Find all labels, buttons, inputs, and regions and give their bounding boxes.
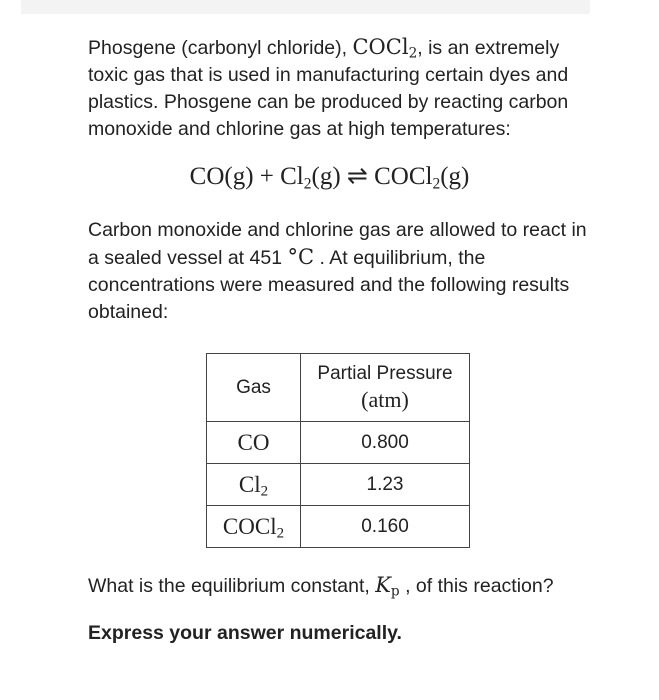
problem-content xyxy=(88,34,588,647)
phosgene-formula: COCl$_2$ xyxy=(352,35,418,62)
gas-cell: COCl$_2$ xyxy=(207,506,301,548)
gas-cell: $Cl_2$ xyxy=(207,464,301,506)
answer-instruction: Express your answer numerically. xyxy=(88,622,402,644)
table-row xyxy=(207,506,470,548)
table-row xyxy=(207,464,470,506)
kp-symbol: $K_p$ xyxy=(375,573,400,600)
pressure-unit: (atm) xyxy=(361,386,409,412)
gas-column-header: Gas xyxy=(207,354,301,422)
temperature-unit: °C xyxy=(287,245,315,269)
conditions-paragraph: Carbon monoxide and chlorine gas are allowed to react in a sealed vessel at 451 °C . At equilibrium, the concentrations were measured and the following results obtained: xyxy=(88,219,587,323)
gas-cell: CO xyxy=(207,422,301,464)
pressure-table-wrapper xyxy=(206,353,588,548)
pressure-cell: 1.23 xyxy=(301,464,470,506)
pressure-column-header: Partial Pressure (atm) xyxy=(301,354,470,422)
top-bar xyxy=(21,0,590,14)
partial-pressure-table xyxy=(206,353,470,548)
table-row xyxy=(207,422,470,464)
table-header-row xyxy=(207,354,470,422)
question-paragraph: What is the equilibrium constant, $K_p$ , of this reaction? xyxy=(88,573,554,600)
reaction-equation: $CO(g) + Cl_2(g)$ ⇌ COCl$_2$(g) xyxy=(189,163,470,193)
intro-paragraph: Phosgene (carbonyl chloride), COCl$_2$, is an extremely toxic gas that is used in manufacturing certain dyes and plastics. Phosgene can be produced by reacting carbon monoxide and chlorine gas at high temperatures: xyxy=(88,35,569,140)
pressure-cell: 0.800 xyxy=(301,422,470,464)
pressure-cell: 0.160 xyxy=(301,506,470,548)
